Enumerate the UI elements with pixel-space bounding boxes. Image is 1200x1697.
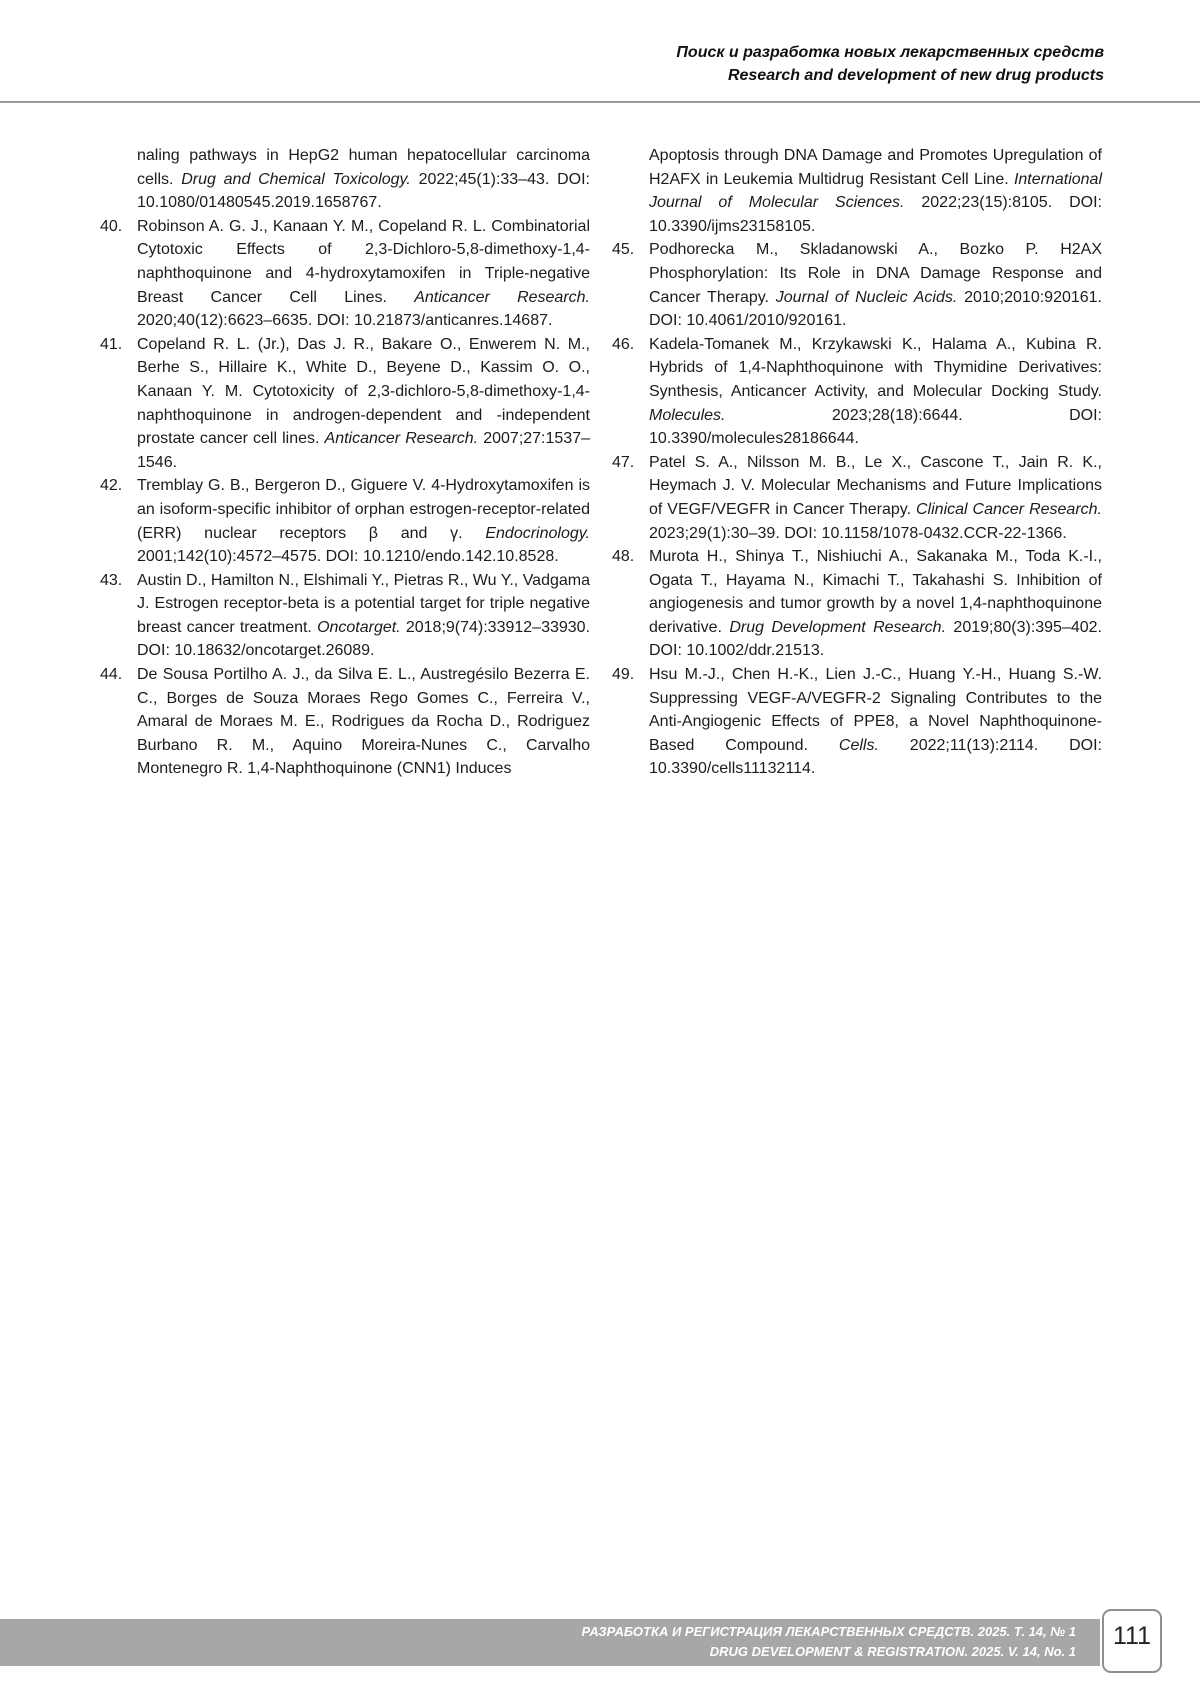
reference-citation: 2007;27:1537–1546. bbox=[137, 430, 590, 471]
reference-40 bbox=[100, 215, 590, 333]
page-number: 111 bbox=[1112, 1622, 1151, 1650]
reference-text bbox=[137, 569, 590, 663]
footer-journal-en: DRUG DEVELOPMENT & REGISTRATION. 2025. V. 14, No. 1 bbox=[709, 1644, 1076, 1659]
reference-45 bbox=[612, 238, 1102, 332]
journal-name: International Journal of Molecular Sciences. bbox=[649, 170, 1102, 212]
journal-name: Drug and Chemical Toxicology. bbox=[181, 170, 411, 188]
reference-citation: 2001;142(10):4572–4575. DOI: 10.1210/endo.142.10.8528. bbox=[137, 548, 559, 566]
reference-41 bbox=[100, 333, 590, 475]
reference-body: Murota H., Shinya T., Nishiuchi A., Sakanaka M., Toda K.-I., Ogata T., Hayama N., Kimachi T., Takahashi S. Inhibition of angiogenesis and tumor growth by a novel 1,4-naphthoquinone derivative. bbox=[649, 548, 1102, 636]
reference-43 bbox=[100, 569, 590, 663]
reference-number: 41. bbox=[100, 335, 123, 353]
reference-47 bbox=[612, 451, 1102, 545]
reference-48 bbox=[612, 545, 1102, 663]
reference-number: 48. bbox=[612, 548, 635, 566]
reference-citation: 2023;28(18):6644. DOI: 10.3390/molecules28186644. bbox=[649, 406, 1102, 448]
reference-citation: 2019;80(3):395–402. DOI: 10.1002/ddr.21513. bbox=[649, 618, 1102, 660]
reference-text bbox=[649, 545, 1102, 663]
reference-number: 42. bbox=[100, 477, 123, 495]
reference-body: De Sousa Portilho A. J., da Silva E. L., Austregésilo Bezerra E. C., Borges de Souza Moraes Rego Gomes C., Ferreira V., Amaral de Moraes M. E., Rodrigues da Rocha D., Rodriguez Burbano R. M., Aquino Moreira-Nunes C., Carvalho Montenegro R. 1,4-Naphthoquinone (CNN1) Induces bbox=[137, 666, 590, 778]
journal-name: Journal of Nucleic Acids. bbox=[775, 288, 958, 306]
reference-body: Robinson A. G. J., Kanaan Y. M., Copeland R. L. Combinatorial Cytotoxic Effects of 2,3-Dichloro-5,8-dimethoxy-1,4-naphthoquinone and 4-hydroxytamoxifen in Triple-negative Breast Cancer Cell Lines. bbox=[137, 217, 590, 306]
reference-body: Hsu M.-J., Chen H.-K., Lien J.-C., Huang Y.-H., Huang S.-W. Suppressing VEGF-A/VEGFR-2 Signaling Contributes to the Anti-Angiogenic Effects of PPE8, a Novel Naphthoquinone-Based Compound. bbox=[649, 666, 1102, 754]
reference-citation: 2023;29(1):30–39. DOI: 10.1158/1078-0432.CCR-22-1366. bbox=[649, 524, 1067, 542]
reference-number: 45. bbox=[612, 241, 635, 259]
journal-name: Molecules. bbox=[649, 406, 726, 424]
reference-citation: 2022;11(13):2114. DOI: 10.3390/cells11132114. bbox=[649, 736, 1102, 778]
reference-citation: 2022;23(15):8105. DOI: 10.3390/ijms23158105. bbox=[649, 194, 1102, 235]
reference-body: Tremblay G. B., Bergeron D., Giguere V. 4-Hydroxytamoxifen is an isoform-specific inhibitor of orphan estrogen-receptor-related (ERR) nuclear receptors β and γ. bbox=[137, 477, 590, 542]
reference-text bbox=[649, 451, 1102, 545]
reference-text bbox=[137, 663, 590, 781]
reference-number: 49. bbox=[612, 666, 635, 684]
reference-citation: 2010;2010:920161. DOI: 10.4061/2010/920161. bbox=[649, 288, 1103, 330]
reference-body: Kadela-Tomanek M., Krzykawski K., Halama A., Kubina R. Hybrids of 1,4-Naphthoquinone with Thymidine Derivatives: Synthesis, Anticancer Activity, and Molecular Docking Study. bbox=[649, 335, 1102, 400]
reference-number: 47. bbox=[612, 453, 635, 471]
reference-body: Austin D., Hamilton N., Elshimali Y., Pietras R., Wu Y., Vadgama J. Estrogen receptor-beta is a potential target for triple negative breast cancer treatment. bbox=[137, 571, 590, 636]
reference-39-continuation bbox=[100, 144, 590, 215]
reference-body: Apoptosis through DNA Damage and Promotes Upregulation of H2AFX in Leukemia Multidrug Resistant Cell Line. bbox=[649, 147, 1102, 188]
journal-name: Oncotarget. bbox=[317, 618, 401, 636]
references-left-column bbox=[100, 144, 590, 781]
reference-number: 40. bbox=[100, 217, 123, 235]
reference-body: Patel S. A., Nilsson M. B., Le X., Cascone T., Jain R. K., Heymach J. V. Molecular Mechanisms and Future Implications of VEGF/VEGFR in Cancer Therapy. bbox=[649, 453, 1102, 518]
reference-text bbox=[137, 215, 590, 333]
journal-name: Anticancer Research. bbox=[414, 288, 590, 306]
reference-body: naling pathways in HepG2 human hepatocellular carcinoma cells. bbox=[137, 147, 590, 188]
header-divider bbox=[0, 101, 1200, 103]
journal-name: Drug Development Research. bbox=[729, 618, 947, 636]
reference-text bbox=[649, 663, 1102, 781]
reference-number: 43. bbox=[100, 571, 123, 589]
reference-text bbox=[649, 333, 1102, 451]
reference-text bbox=[649, 238, 1102, 332]
footer-journal-ru: РАЗРАБОТКА И РЕГИСТРАЦИЯ ЛЕКАРСТВЕННЫХ СРЕДСТВ. 2025. Т. 14, № 1 bbox=[581, 1624, 1076, 1639]
reference-body: Podhorecka M., Skladanowski A., Bozko P. H2AX Phosphorylation: Its Role in DNA Damage Response and Cancer Therapy. bbox=[649, 241, 1102, 306]
reference-44-continuation bbox=[612, 144, 1102, 238]
reference-citation: 2020;40(12):6623–6635. DOI: 10.21873/anticanres.14687. bbox=[137, 312, 553, 330]
reference-46 bbox=[612, 333, 1102, 451]
journal-name: Cells. bbox=[838, 736, 879, 754]
journal-name: Endocrinology. bbox=[485, 524, 590, 542]
reference-citation: 2022;45(1):33–43. DOI: 10.1080/01480545.2019.1658767. bbox=[137, 170, 590, 212]
reference-42 bbox=[100, 474, 590, 568]
reference-text bbox=[137, 333, 590, 475]
running-header-en: Research and development of new drug products bbox=[727, 67, 1104, 84]
reference-text bbox=[649, 144, 1102, 238]
reference-number: 44. bbox=[100, 666, 123, 684]
reference-44 bbox=[100, 663, 590, 781]
reference-body: Copeland R. L. (Jr.), Das J. R., Bakare O., Enwerem N. M., Berhe S., Hillaire K., White D., Beyene D., Kassim O. O., Kanaan Y. M. Cytotoxicity of 2,3-dichloro-5,8-dimethoxy-1,4-naphthoquinone in androgen-dependent and -independent prostate cancer cell lines. bbox=[137, 335, 590, 448]
journal-name: Anticancer Research. bbox=[324, 430, 479, 448]
reference-number: 46. bbox=[612, 335, 635, 353]
reference-text bbox=[137, 144, 590, 215]
running-header-ru: Поиск и разработка новых лекарственных средств bbox=[676, 44, 1104, 61]
reference-49 bbox=[612, 663, 1102, 781]
references-right-column bbox=[612, 144, 1102, 781]
reference-citation: 2018;9(74):33912–33930. DOI: 10.18632/oncotarget.26089. bbox=[137, 618, 591, 660]
journal-name: Clinical Cancer Research. bbox=[916, 500, 1103, 518]
reference-text bbox=[137, 474, 590, 568]
